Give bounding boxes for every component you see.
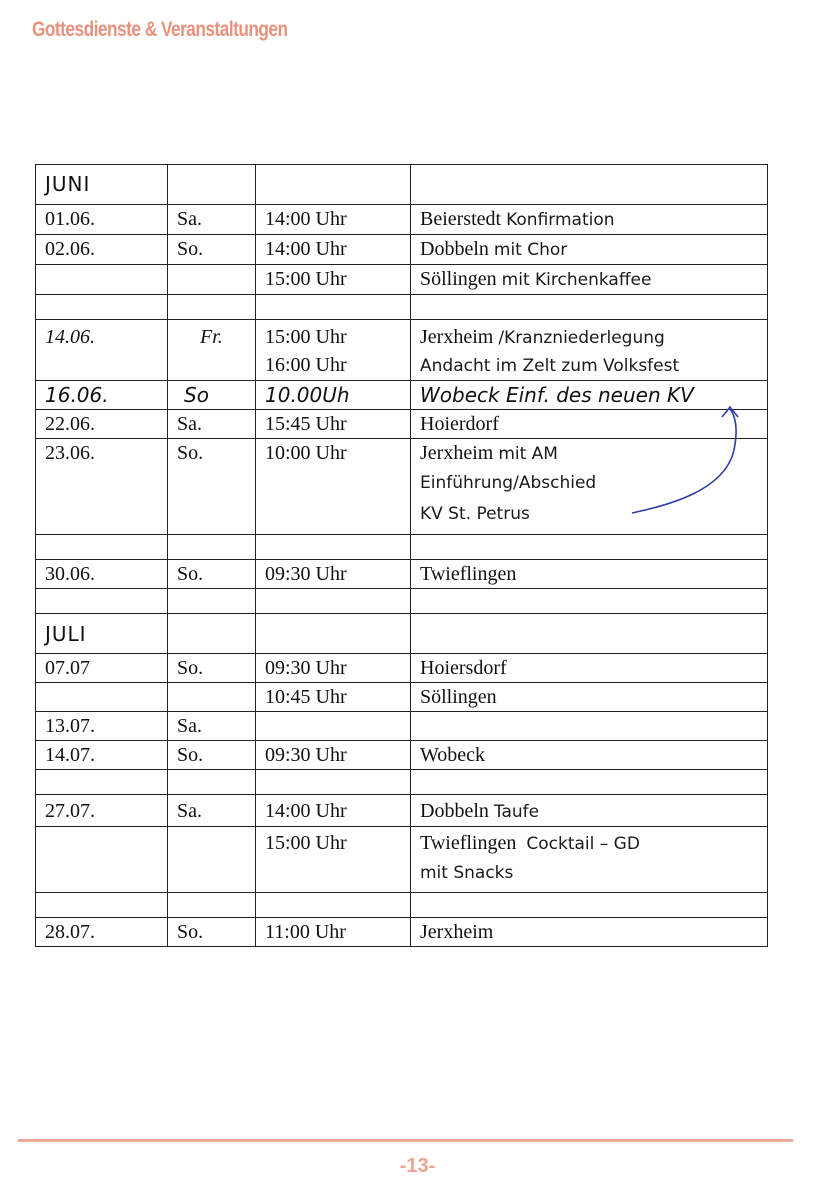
table-row — [36, 741, 768, 770]
event-place: Jerxheim — [420, 921, 494, 943]
event-cell — [411, 827, 768, 893]
weekday-cell — [168, 265, 256, 295]
event-place: Hoierdorf — [420, 413, 499, 435]
date-cell — [36, 683, 168, 712]
table-row — [36, 205, 768, 235]
page-header-title: Gottesdienste & Veranstaltungen — [32, 18, 288, 41]
month-label-july: JULI — [36, 614, 168, 654]
event-cell — [411, 683, 768, 712]
table-row — [36, 235, 768, 265]
date-cell: 30.06. — [36, 560, 168, 589]
month-row-july — [36, 614, 768, 654]
weekday-cell: Sa. — [168, 410, 256, 439]
event-cell — [411, 205, 768, 235]
event-note-2: Einführung/Abschied — [420, 473, 597, 493]
date-cell: 13.07. — [36, 712, 168, 741]
date-cell: 14.07. — [36, 741, 168, 770]
date-cell: 14.06. — [36, 320, 168, 381]
event-note: mit Kirchenkaffee — [501, 270, 652, 290]
weekday-cell — [168, 683, 256, 712]
event-place: Wobeck — [420, 744, 486, 766]
time-cell — [256, 712, 411, 741]
event-cell — [411, 654, 768, 683]
event-note: Taufe — [493, 802, 540, 822]
time-cell: 14:00 Uhr — [256, 235, 411, 265]
event-cell — [411, 320, 768, 381]
time-cell: 10:45 Uhr — [256, 683, 411, 712]
time-cell: 14:00 Uhr — [256, 795, 411, 827]
event-place: Dobbeln — [420, 800, 489, 822]
table-row — [36, 683, 768, 712]
time-cell: 15:00 Uhr — [256, 265, 411, 295]
event-place: Twieflingen — [420, 563, 517, 585]
footer-divider — [18, 1139, 793, 1142]
event-place: Söllingen — [420, 686, 497, 708]
weekday-cell: So. — [168, 560, 256, 589]
table-row — [36, 795, 768, 827]
event-place: Hoiersdorf — [420, 657, 507, 679]
time-cell: 15:00 Uhr — [256, 827, 411, 893]
table-row — [36, 712, 768, 741]
date-cell — [36, 265, 168, 295]
time-line-2: 16:00 Uhr — [265, 354, 347, 376]
month-row-june — [36, 165, 768, 205]
event-place: Beierstedt — [420, 208, 502, 230]
weekday-cell: Sa. — [168, 712, 256, 741]
event-note-2: mit Snacks — [420, 863, 514, 883]
event-place: Dobbeln — [420, 238, 489, 260]
spacer-row — [36, 295, 768, 320]
event-place: Jerxheim — [420, 326, 494, 348]
spacer-row — [36, 535, 768, 560]
time-cell — [256, 320, 411, 381]
date-cell — [36, 827, 168, 893]
event-cell — [411, 265, 768, 295]
event-cell — [411, 560, 768, 589]
date-cell: 01.06. — [36, 205, 168, 235]
handwritten-arrow-icon — [600, 395, 750, 535]
table-row — [36, 320, 768, 381]
weekday-cell — [168, 827, 256, 893]
page-number: -13- — [399, 1155, 436, 1177]
event-place: Twieflingen — [420, 832, 517, 854]
table-row — [36, 265, 768, 295]
event-cell — [411, 918, 768, 947]
event-place: Söllingen — [420, 268, 497, 290]
date-cell: 27.07. — [36, 795, 168, 827]
table-row — [36, 560, 768, 589]
month-label-june: JUNI — [36, 165, 168, 205]
event-cell — [411, 235, 768, 265]
event-cell: Wobeck Einf. des neuen KV — [411, 381, 768, 410]
date-cell: 16.06. — [36, 381, 168, 410]
time-cell: 09:30 Uhr — [256, 560, 411, 589]
date-cell: 02.06. — [36, 235, 168, 265]
time-line-1: 15:00 Uhr — [265, 326, 347, 348]
weekday-cell: So — [168, 381, 256, 410]
weekday-cell: Sa. — [168, 205, 256, 235]
spacer-row — [36, 589, 768, 614]
schedule-table — [35, 164, 768, 947]
event-cell — [411, 712, 768, 741]
time-cell: 09:30 Uhr — [256, 654, 411, 683]
weekday-cell: So. — [168, 439, 256, 535]
event-note-2: Andacht im Zelt zum Volksfest — [420, 356, 680, 376]
date-cell: 07.07 — [36, 654, 168, 683]
time-cell: 10.00Uh — [256, 381, 411, 410]
time-cell: 15:45 Uhr — [256, 410, 411, 439]
event-note: mit AM — [498, 444, 558, 464]
date-cell: 23.06. — [36, 439, 168, 535]
event-cell — [411, 795, 768, 827]
weekday-cell: Sa. — [168, 795, 256, 827]
event-note: Konfirmation — [506, 210, 615, 230]
date-cell: 28.07. — [36, 918, 168, 947]
table-row — [36, 827, 768, 893]
weekday-cell: So. — [168, 741, 256, 770]
weekday-cell: Fr. — [168, 320, 256, 381]
event-note: Cocktail – GD — [526, 834, 640, 854]
spacer-row — [36, 893, 768, 918]
time-cell: 09:30 Uhr — [256, 741, 411, 770]
event-note-3: KV St. Petrus — [420, 504, 530, 524]
event-cell — [411, 741, 768, 770]
time-cell: 11:00 Uhr — [256, 918, 411, 947]
weekday-cell: So. — [168, 235, 256, 265]
event-place: Jerxheim — [420, 442, 494, 464]
spacer-row — [36, 770, 768, 795]
time-cell: 14:00 Uhr — [256, 205, 411, 235]
weekday-cell: So. — [168, 654, 256, 683]
event-note: /Kranzniederlegung — [498, 328, 665, 348]
date-cell: 22.06. — [36, 410, 168, 439]
event-note: mit Chor — [493, 240, 568, 260]
time-cell: 10:00 Uhr — [256, 439, 411, 535]
table-row — [36, 654, 768, 683]
table-row — [36, 918, 768, 947]
weekday-cell: So. — [168, 918, 256, 947]
